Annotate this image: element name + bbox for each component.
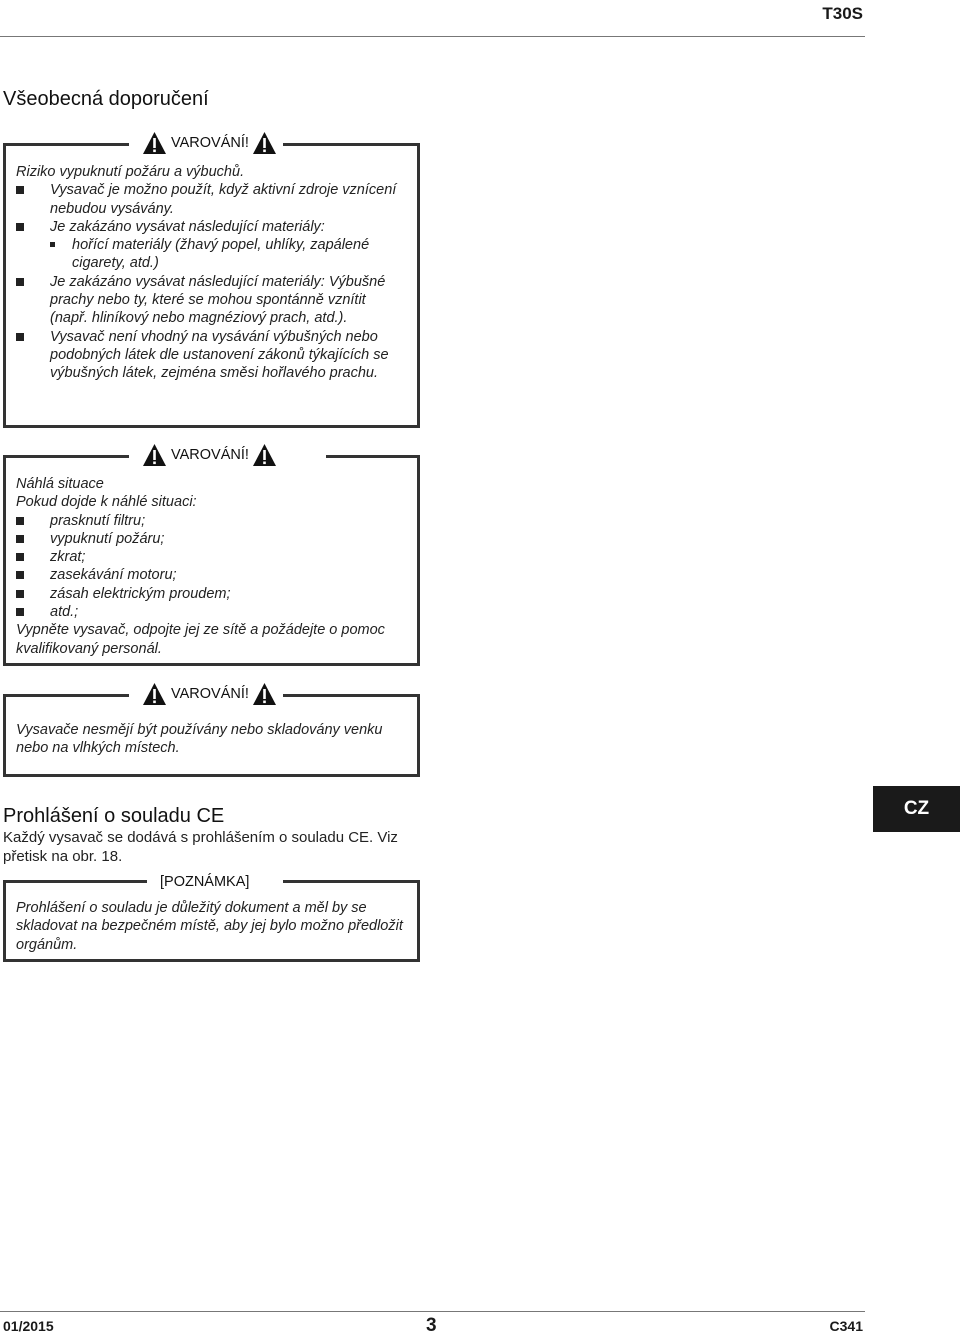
list-item: Je zakázáno vysávat následující materiály: xyxy=(16,218,407,236)
bullet-square-icon xyxy=(16,553,24,561)
warning-header xyxy=(142,129,277,157)
note-text: Prohlášení o souladu je důležitý dokument a měl by se skladovat na bezpečném místě, aby jej bylo možno předložit orgánům. xyxy=(16,900,403,953)
document-code: C341 xyxy=(829,1318,863,1334)
warning-outro: Vypněte vysavač, odpojte jej ze sítě a požádejte o pomoc kvalifikovaný personál. xyxy=(16,622,385,657)
list-item: zasekávání motoru; xyxy=(16,566,407,584)
warning-box-fire xyxy=(3,135,420,428)
bullet-square-icon xyxy=(16,278,24,286)
warning-triangle-icon xyxy=(142,131,167,155)
ce-section-title: Prohlášení o souladu CE xyxy=(3,805,225,827)
bullet-small-square-icon xyxy=(50,242,55,247)
header-divider xyxy=(0,36,865,37)
warning-triangle-icon xyxy=(252,443,277,467)
warning-label: VAROVÁNÍ! xyxy=(171,686,249,702)
footer-divider xyxy=(0,1311,865,1312)
section-title: Všeobecná doporučení xyxy=(3,88,209,110)
warning-header xyxy=(142,680,277,708)
list-item: Vysavač je možno použít, když aktivní zdroje vznícení nebudou vysávány. xyxy=(16,181,407,218)
warning-header xyxy=(142,441,277,469)
bullet-square-icon xyxy=(16,186,24,194)
warning-title: Riziko vypuknutí požáru a výbuchů. xyxy=(16,164,245,180)
warning-triangle-icon xyxy=(142,443,167,467)
list-item: atd.; xyxy=(16,603,407,621)
warning-box-emergency xyxy=(3,447,420,666)
list-item: Je zakázáno vysávat následující materiály: Výbušné prachy nebo ty, které se mohou spontánně vznítit (např. hliníkový nebo magnéziový prach, atd.). xyxy=(16,273,407,328)
list-item: zkrat; xyxy=(16,548,407,566)
list-item: vypuknutí požáru; xyxy=(16,530,407,548)
warning-label: VAROVÁNÍ! xyxy=(171,447,249,463)
warning-box-outdoor xyxy=(3,686,420,777)
warning-title: Náhlá situace xyxy=(16,476,104,492)
bullet-square-icon xyxy=(16,517,24,525)
bullet-square-icon xyxy=(16,590,24,598)
warning-text: Vysavače nesmějí být používány nebo skladovány venku nebo na vlhkých místech. xyxy=(16,722,383,757)
bullet-square-icon xyxy=(16,333,24,341)
bullet-square-icon xyxy=(16,223,24,231)
warning-triangle-icon xyxy=(252,682,277,706)
note-label: [POZNÁMKA] xyxy=(160,874,250,890)
warning-label: VAROVÁNÍ! xyxy=(171,135,249,151)
bullet-square-icon xyxy=(16,571,24,579)
bullet-square-icon xyxy=(16,608,24,616)
warning-triangle-icon xyxy=(252,131,277,155)
warning-triangle-icon xyxy=(142,682,167,706)
note-box xyxy=(3,874,420,962)
page-number: 3 xyxy=(426,1315,437,1334)
sub-list-item: hořící materiály (žhavý popel, uhlíky, zapálené cigarety, atd.) xyxy=(16,236,407,273)
bullet-square-icon xyxy=(16,535,24,543)
footer-date: 01/2015 xyxy=(3,1318,54,1334)
list-item: Vysavač není vhodný na vysávání výbušných nebo podobných látek dle ustanovení zákonů týkajících se výbušných látek, zejména směsi hořlavého prachu. xyxy=(16,328,407,383)
ce-section-text: Každý vysavač se dodává s prohlášením o souladu CE. Viz přetisk na obr. 18. xyxy=(3,829,398,865)
warning-intro: Pokud dojde k náhlé situaci: xyxy=(16,494,197,511)
model-name: T30S xyxy=(822,4,863,23)
language-tab: CZ xyxy=(873,786,960,832)
list-item: prasknutí filtru; xyxy=(16,512,407,530)
list-item: zásah elektrickým proudem; xyxy=(16,585,407,603)
